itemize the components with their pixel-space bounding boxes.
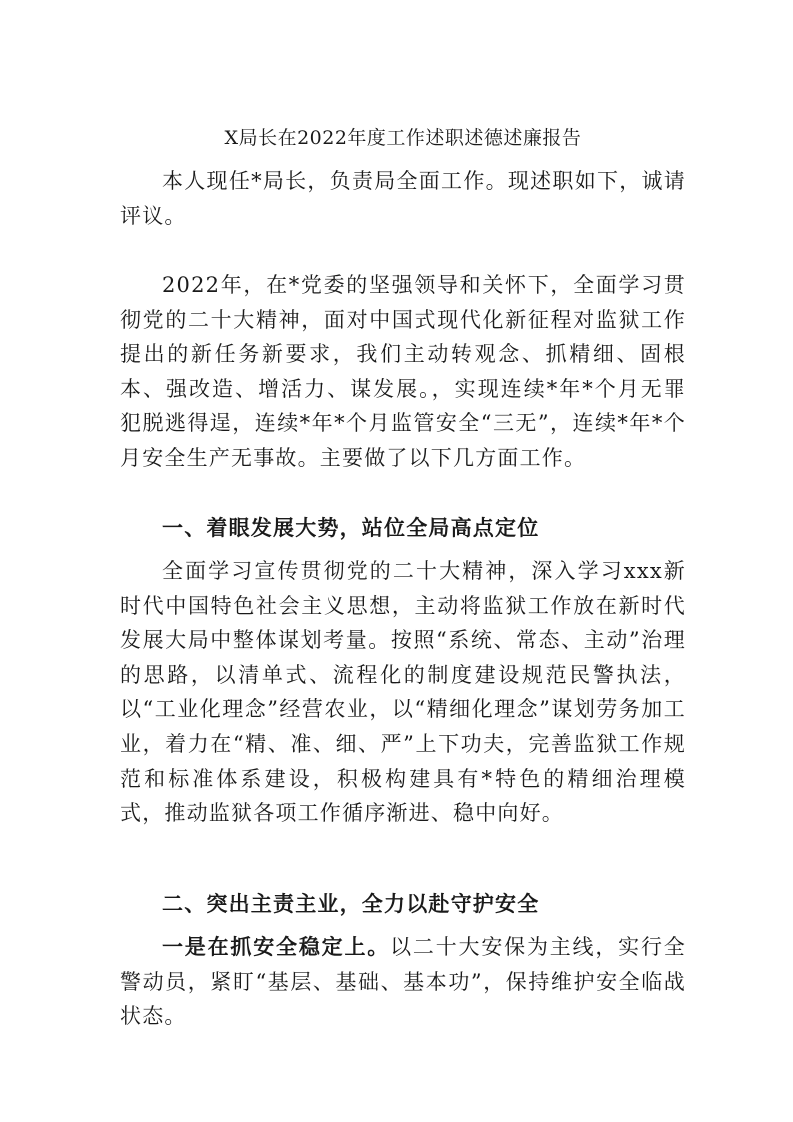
document-title: X局长在2022年度工作述职述德述廉报告 xyxy=(224,127,582,149)
summary-paragraph: 2022年，在*党委的坚强领导和关怀下，全面学习贯彻党的二十大精神，面对中国式现代化新征程对监狱工作提出的新任务新要求，我们主动转观念、抓精细、固根本、强改造、增活力、谋发展。，实现连续*年*个月无罪犯脱逃得逞，连续*年*个月监管安全“三无”，连续*年*个月安全生产无事故。主要做了以下几方面工作。 xyxy=(120,273,686,470)
section-1-paragraph: 全面学习宣传贯彻党的二十大精神，深入学习xxx新时代中国特色社会主义思想，主动将监狱工作放在新时代发展大局中整体谋划考量。按照“系统、常态、主动”治理的思路，以清单式、流程化的制度建设规范民警执法，以“工业化理念”经营农业，以“精细化理念”谋划劳务加工业，着力在“精、准、细、严”上下功夫，完善监狱工作规范和标准体系建设，积极构建具有*特色的精细治理模式，推动监狱各项工作循序渐进、稳中向好。 xyxy=(120,559,686,826)
section-1-heading: 一、着眼发展大势，站位全局高点定位 xyxy=(162,515,540,540)
section-2-body: 以二十大安保为主线，实行全警动员，紧盯“基层、基础、基本功”，保持维护安全临战状态。 xyxy=(120,935,686,1029)
section-2-heading: 二、突出主责主业，全力以赴守护安全 xyxy=(162,891,540,916)
section-2-paragraph xyxy=(120,930,686,1034)
section-2-lead: 一是在抓安全稳定上。 xyxy=(162,934,391,959)
intro-paragraph: 本人现任*局长，负责局全面工作。现述职如下，诚请评议。 xyxy=(120,169,686,228)
